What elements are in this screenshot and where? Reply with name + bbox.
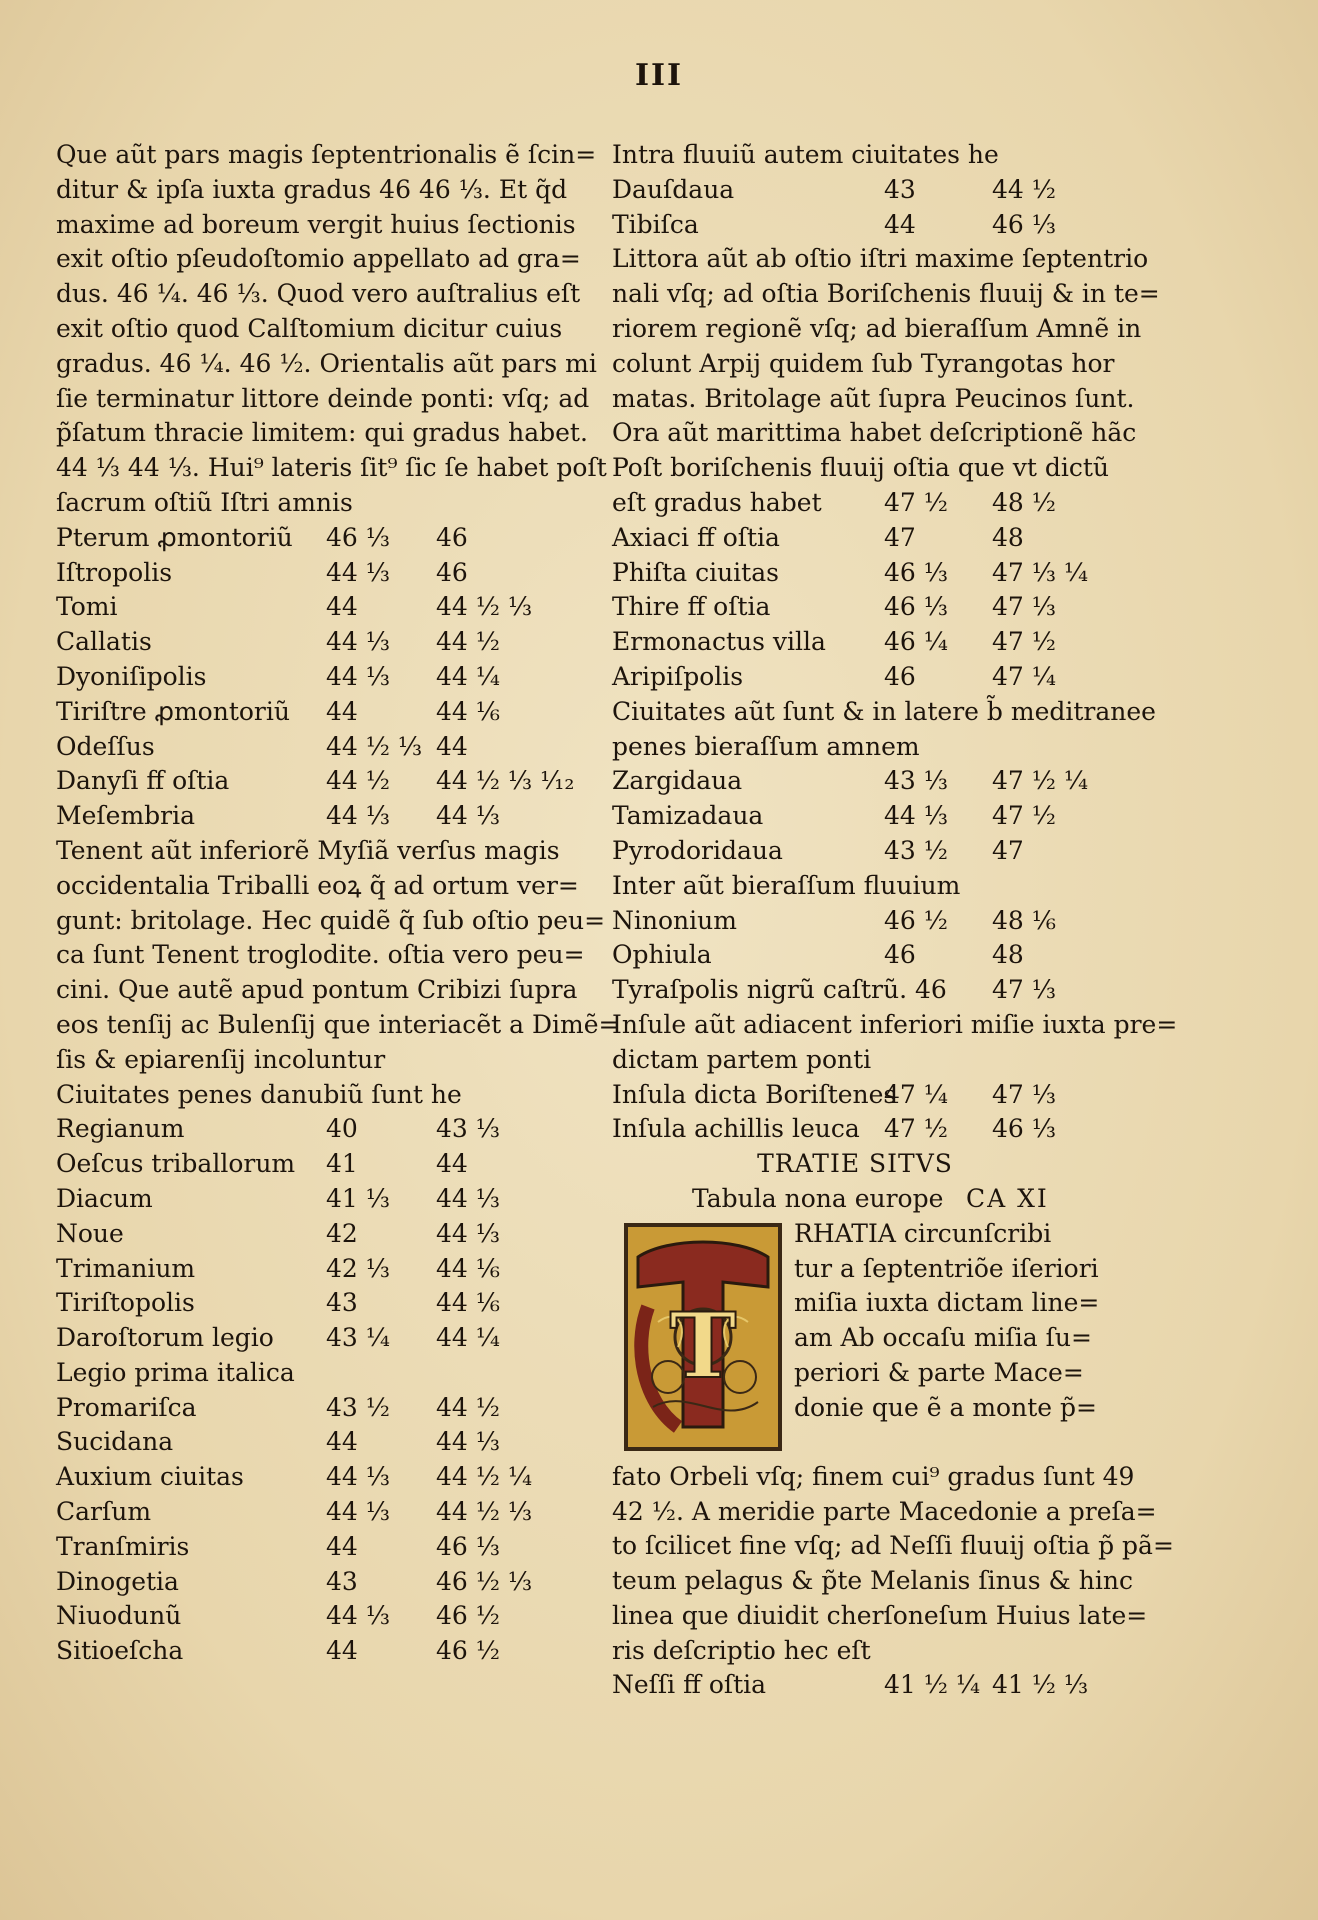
- latitude: 46 ½: [436, 1601, 500, 1631]
- table-row: [612, 173, 1098, 208]
- text-line: dictam partem ponti: [612, 1044, 872, 1074]
- place-name: Carſum: [56, 1497, 152, 1527]
- place-name: Dauſdaua: [612, 174, 735, 204]
- text-line: Ciuitates penes danubiũ ſunt he: [56, 1079, 462, 1109]
- left-column: [56, 138, 620, 1669]
- longitude: 40: [326, 1114, 358, 1144]
- latitude: 46 ½ ⅓: [436, 1566, 533, 1596]
- table-row: [56, 764, 576, 799]
- longitude: 44: [326, 696, 358, 726]
- latitude: 46 ⅓: [992, 1114, 1056, 1144]
- longitude: 44: [326, 1427, 358, 1457]
- table-row: [56, 1252, 576, 1287]
- longitude: 43 ½: [326, 1392, 390, 1422]
- longitude: 46 ½: [884, 905, 948, 935]
- longitude: 44 ⅓: [326, 801, 390, 831]
- maritime-coast-table: [612, 486, 1098, 695]
- subheading-label: Tabula nona europe: [692, 1183, 944, 1213]
- latitude: 47: [992, 835, 1024, 865]
- longitude: 44 ½ ⅓: [326, 731, 423, 761]
- table-row: [56, 730, 576, 765]
- text-line: Inter aũt bieraſſum fluuium: [612, 870, 961, 900]
- table-row: [56, 799, 576, 834]
- text-line: matas. Britolage aũt ſupra Peucinos ſunt.: [612, 383, 1135, 413]
- latitude: 47 ⅓: [992, 1079, 1056, 1109]
- right-paragraph-1: [612, 242, 1160, 486]
- longitude: 44: [326, 1531, 358, 1561]
- text-line: occidentalia Triballi eoꝝ q̃ ad ortum ver=: [56, 870, 579, 900]
- place-name: Tyraſpolis nigrũ caſtrũ. 46: [612, 975, 947, 1005]
- latitude: 44 ½: [436, 1392, 500, 1422]
- latitude: 44 ⅙: [436, 1288, 500, 1318]
- place-name: Meſembria: [56, 801, 196, 831]
- latitude: 47 ⅓: [992, 592, 1056, 622]
- latitude: 48 ½: [992, 487, 1056, 517]
- latitude: 44 ⅓: [436, 1427, 500, 1457]
- latitude: 44 ½: [436, 627, 500, 657]
- longitude: 44 ½: [326, 766, 390, 796]
- table-row: [56, 1217, 576, 1252]
- table-row: [56, 521, 576, 556]
- latitude: 44 ½ ⅓ ¹⁄₁₂: [436, 766, 575, 796]
- latitude: 48: [992, 522, 1024, 552]
- place-name: Pterum ꝓmontoriũ: [56, 522, 293, 552]
- place-name: Niuodunũ: [56, 1601, 182, 1631]
- text-line: Tenent aũt inferiorẽ Myſiã verſus magis: [56, 835, 560, 865]
- text-line: gradus. 46 ¼. 46 ½. Orientalis aũt pars mi: [56, 348, 597, 378]
- text-line: dus. 46 ¼. 46 ⅓. Quod vero auſtralius eſt: [56, 279, 581, 309]
- section-heading: TRATIE SITVS: [757, 1149, 953, 1179]
- longitude: 44: [326, 592, 358, 622]
- text-line: miſia iuxta dictam line=: [794, 1288, 1100, 1318]
- table-row: [612, 660, 1098, 695]
- longitude: 41: [326, 1149, 358, 1179]
- text-line: ris deſcriptio hec eſt: [612, 1635, 871, 1665]
- right-column: [612, 138, 1178, 1703]
- latitude: 47 ½: [992, 627, 1056, 657]
- left-intro-paragraph: [56, 138, 607, 521]
- right-paragraph-2: [612, 695, 1156, 765]
- table-row: [56, 1565, 576, 1600]
- longitude: 44 ⅓: [326, 661, 390, 691]
- place-name: Tibiſca: [612, 209, 699, 239]
- text-line: Intra fluuiũ autem ciuitates he: [612, 140, 999, 169]
- place-name: Tamizadaua: [612, 801, 764, 831]
- right-paragraph-4: [612, 1008, 1178, 1078]
- place-name: Phiſta ciuitas: [612, 557, 779, 587]
- text-line: fato Orbeli vſq; finem cui⁹ gradus ſunt 49: [612, 1461, 1135, 1491]
- longitude: 44 ⅓: [326, 627, 390, 657]
- latitude: 44: [436, 731, 468, 761]
- place-name: Inſula dicta Boriſtenes: [612, 1079, 897, 1109]
- text-line: ſacrum oſtiũ Iſtri amnis: [56, 487, 353, 517]
- latitude: 44 ½: [992, 174, 1056, 204]
- place-name: Sucidana: [56, 1427, 174, 1457]
- latitude: 44 ½ ⅓: [436, 592, 533, 622]
- folio-number: III: [634, 58, 684, 93]
- latitude: 43 ⅓: [436, 1114, 500, 1144]
- text-line: penes bieraſſum amnem: [612, 731, 920, 761]
- longitude: 44: [884, 209, 916, 239]
- latitude: 44 ⅙: [436, 1253, 500, 1283]
- initial-text-lines: [794, 1217, 1104, 1426]
- text-line: Inſule aũt adiacent inferiori miſie iuxta pre=: [612, 1009, 1178, 1039]
- table-row: [56, 1599, 576, 1634]
- longitude: 41 ⅓: [326, 1183, 390, 1213]
- latitude: 46: [436, 557, 468, 587]
- latitude: 44 ¼: [436, 1323, 500, 1353]
- right-paragraph-5: [612, 1460, 1174, 1669]
- latitude: 47 ⅓: [992, 975, 1056, 1005]
- longitude: 41 ½ ¼: [884, 1670, 981, 1700]
- initial-paragraph: [612, 1217, 1098, 1460]
- text-line: 42 ½. A meridie parte Macedonie a preſa=: [612, 1496, 1157, 1526]
- longitude: 44 ⅓: [326, 1462, 390, 1492]
- table-row: [612, 1668, 1098, 1703]
- latitude: 47 ½ ¼: [992, 766, 1089, 796]
- place-name: Dinogetia: [56, 1566, 179, 1596]
- text-line: Que aũt pars magis ſeptentrionalis ẽ ſcin=: [56, 140, 597, 169]
- text-line: colunt Arpij quidem ſub Tyrangotas hor: [612, 348, 1115, 378]
- table-row: [56, 1147, 576, 1182]
- table-row: [56, 1286, 576, 1321]
- table-row: [612, 764, 1098, 799]
- table-row: [612, 973, 1098, 1008]
- latitude: 44 ½ ⅓: [436, 1497, 533, 1527]
- table-row: [56, 1391, 576, 1426]
- longitude: 43: [326, 1566, 358, 1596]
- place-name: Danyſi ff oſtia: [56, 766, 230, 796]
- text-line: ſis & epiarenſij incoluntur: [56, 1044, 386, 1074]
- text-line: nali vſq; ad oſtia Boriſchenis fluuij & in te=: [612, 279, 1160, 309]
- text-line: gunt: britolage. Hec quidẽ q̃ ſub oſtio peu=: [56, 905, 606, 935]
- river-towns-table: [612, 904, 1098, 1008]
- inland-cities-table: [612, 764, 1098, 868]
- longitude: 43 ⅓: [884, 766, 948, 796]
- latitude: 44 ⅓: [436, 801, 500, 831]
- longitude: 42 ⅓: [326, 1253, 390, 1283]
- longitude: 47 ½: [884, 487, 948, 517]
- table-row: [612, 590, 1098, 625]
- text-line: Poſt boriſchenis fluuij oſtia que vt dictũ: [612, 453, 1110, 483]
- place-name: Thire ff oſtia: [612, 592, 771, 622]
- place-name: Tiriſtopolis: [56, 1288, 195, 1318]
- longitude: 46 ⅓: [884, 592, 948, 622]
- place-name: Ophiula: [612, 940, 712, 970]
- text-line: eos tenſij ac Bulenſij que interiacẽt a Dimẽ=: [56, 1009, 620, 1039]
- place-name: Inſula achillis leuca: [612, 1114, 860, 1144]
- place-name: Legio prima italica: [56, 1357, 295, 1387]
- table-row: [56, 1112, 576, 1147]
- latitude: 47 ¼: [992, 661, 1056, 691]
- place-name: Auxium ciuitas: [56, 1462, 244, 1492]
- text-line: am Ab occaſu miſia ſu=: [794, 1323, 1092, 1353]
- table-row: [56, 590, 576, 625]
- text-line: cini. Que autẽ apud pontum Cribizi ſupra: [56, 975, 578, 1005]
- islands-table: [612, 1078, 1098, 1148]
- place-name: Iſtropolis: [56, 557, 173, 587]
- longitude: 44 ⅓: [884, 801, 948, 831]
- table-row: [56, 625, 576, 660]
- place-name: Noue: [56, 1218, 124, 1248]
- latitude: 44 ⅙: [436, 696, 500, 726]
- longitude: 46: [884, 661, 916, 691]
- place-name: Daroſtorum legio: [56, 1323, 274, 1353]
- text-line: Ora aũt marittima habet deſcriptionẽ hãc: [612, 418, 1137, 448]
- text-line: ſie terminatur littore deinde ponti: vſq; ad: [56, 383, 590, 413]
- text-line: riorem regionẽ vſq; ad bieraſſum Amnẽ in: [612, 313, 1142, 343]
- place-name: Tranſmiris: [56, 1531, 190, 1561]
- place-name: Aripiſpolis: [612, 661, 744, 691]
- place-name: Trimanium: [56, 1253, 196, 1283]
- place-name: Promariſca: [56, 1392, 197, 1422]
- longitude: 43: [326, 1288, 358, 1318]
- text-line: RHATIA circunſcribi: [794, 1218, 1052, 1248]
- place-name: Pyrodoridaua: [612, 835, 783, 865]
- text-line: donie que ẽ a monte p̃=: [794, 1392, 1097, 1422]
- decorated-initial-t-icon: [624, 1223, 782, 1451]
- longitude: 46 ⅓: [326, 522, 390, 552]
- table-row: [56, 1495, 576, 1530]
- longitude: 47: [884, 522, 916, 552]
- longitude: 42: [326, 1218, 358, 1248]
- latitude: 46 ⅓: [992, 209, 1056, 239]
- place-name: Tiriſtre ꝓmontoriũ: [56, 696, 290, 726]
- latitude: 46: [436, 522, 468, 552]
- place-name: Axiaci ff oſtia: [612, 522, 780, 552]
- place-name: Ermonactus villa: [612, 627, 826, 657]
- initial-letter: T: [669, 1292, 737, 1399]
- table-row: [612, 904, 1098, 939]
- table-row: [56, 660, 576, 695]
- thrace-coast-table: [612, 1668, 1098, 1703]
- table-row: [56, 1356, 576, 1391]
- decorated-initial-art: [628, 1227, 778, 1447]
- latitude: 48 ⅙: [992, 905, 1056, 935]
- text-line: ca ſunt Tenent troglodite. oſtia vero peu=: [56, 940, 585, 970]
- table-row: [56, 695, 576, 730]
- left-middle-paragraph: [56, 834, 620, 1112]
- latitude: 44 ¼: [436, 661, 500, 691]
- table-row: [612, 799, 1098, 834]
- longitude: 46 ¼: [884, 627, 948, 657]
- longitude: 44: [326, 1636, 358, 1666]
- danube-cities-table: [56, 1112, 576, 1669]
- place-name: Diacum: [56, 1183, 153, 1213]
- latitude: 44 ½ ¼: [436, 1462, 533, 1492]
- text-line: to ſcilicet fine vſq; ad Neſſi fluuij oſtia p̃ pã=: [612, 1531, 1174, 1561]
- text-line: exit oſtio pſeudoſtomio appellato ad gra=: [56, 244, 581, 274]
- longitude: 47 ½: [884, 1114, 948, 1144]
- text-line: maxime ad boreum vergit huius ſectionis: [56, 209, 576, 239]
- table-row: [612, 486, 1098, 521]
- table-row: [56, 1460, 576, 1495]
- table-row: [56, 556, 576, 591]
- latitude: 48: [992, 940, 1024, 970]
- place-name: Neſſi ff oſtia: [612, 1670, 767, 1700]
- text-line: 44 ⅓ 44 ⅓. Hui⁹ lateris ſit⁹ ſic ſe habet poſt: [56, 453, 607, 483]
- text-line: linea que diuidit cherſoneſum Huius late=: [612, 1600, 1148, 1630]
- table-row: [612, 625, 1098, 660]
- table-row: [612, 1078, 1098, 1113]
- table-row: [56, 1634, 576, 1669]
- text-line: Littora aũt ab oſtio iſtri maxime ſeptentrio: [612, 244, 1149, 274]
- place-name: eſt gradus habet: [612, 487, 822, 517]
- longitude: 44 ⅓: [326, 1601, 390, 1631]
- place-name: Zargidaua: [612, 766, 743, 796]
- place-name: Oeſcus triballorum: [56, 1149, 296, 1179]
- text-line: teum pelagus & p̃te Melanis ſinus & hinc: [612, 1566, 1133, 1596]
- text-line: exit oſtio quod Calſtomium dicitur cuius: [56, 313, 563, 343]
- longitude: 43: [884, 174, 916, 204]
- table-row: [56, 1530, 576, 1565]
- latitude: 44 ⅓: [436, 1183, 500, 1213]
- table-row: [56, 1182, 576, 1217]
- section-subheading: [612, 1182, 1098, 1217]
- chapter-label: CA XI: [966, 1183, 1049, 1213]
- latitude: 47 ⅓ ¼: [992, 557, 1089, 587]
- longitude: 46: [884, 940, 916, 970]
- longitude: 43 ¼: [326, 1323, 390, 1353]
- latitude: 47 ½: [992, 801, 1056, 831]
- longitude: 43 ½: [884, 835, 948, 865]
- table-row: [612, 521, 1098, 556]
- latitude: 44 ⅓: [436, 1218, 500, 1248]
- place-name: Tomi: [56, 592, 118, 622]
- table-row: [56, 1425, 576, 1460]
- place-name: Ninonium: [612, 905, 737, 935]
- table-row: [612, 1112, 1098, 1147]
- table-row: [56, 1321, 576, 1356]
- place-name: Callatis: [56, 627, 152, 657]
- longitude: 47 ¼: [884, 1079, 948, 1109]
- longitude: 44 ⅓: [326, 557, 390, 587]
- coast-places-table: [56, 521, 576, 834]
- table-row: [612, 834, 1098, 869]
- table-row: [612, 938, 1098, 973]
- latitude: 41 ½ ⅓: [992, 1670, 1089, 1700]
- text-line: tur a ſeptentriõe iſeriori: [794, 1253, 1099, 1283]
- table-row: [612, 208, 1098, 243]
- place-name: Dyoniſipolis: [56, 661, 207, 691]
- latitude: 46 ⅓: [436, 1531, 500, 1561]
- text-line: p̃ſatum thracie limitem: qui gradus habet.: [56, 418, 588, 448]
- latitude: 44: [436, 1149, 468, 1179]
- latitude: 46 ½: [436, 1636, 500, 1666]
- place-name: Sitioeſcha: [56, 1636, 184, 1666]
- text-line: ditur & ipſa iuxta gradus 46 46 ⅓. Et q̃d: [56, 174, 568, 204]
- place-name: Regianum: [56, 1114, 185, 1144]
- longitude: 46 ⅓: [884, 557, 948, 587]
- table-row: [612, 556, 1098, 591]
- longitude: 44 ⅓: [326, 1497, 390, 1527]
- text-line: periori & parte Mace=: [794, 1357, 1084, 1387]
- text-line: Ciuitates aũt ſunt & in latere b̃ meditranee: [612, 696, 1156, 726]
- place-name: Odeſſus: [56, 731, 155, 761]
- river-cities-table: [612, 173, 1098, 243]
